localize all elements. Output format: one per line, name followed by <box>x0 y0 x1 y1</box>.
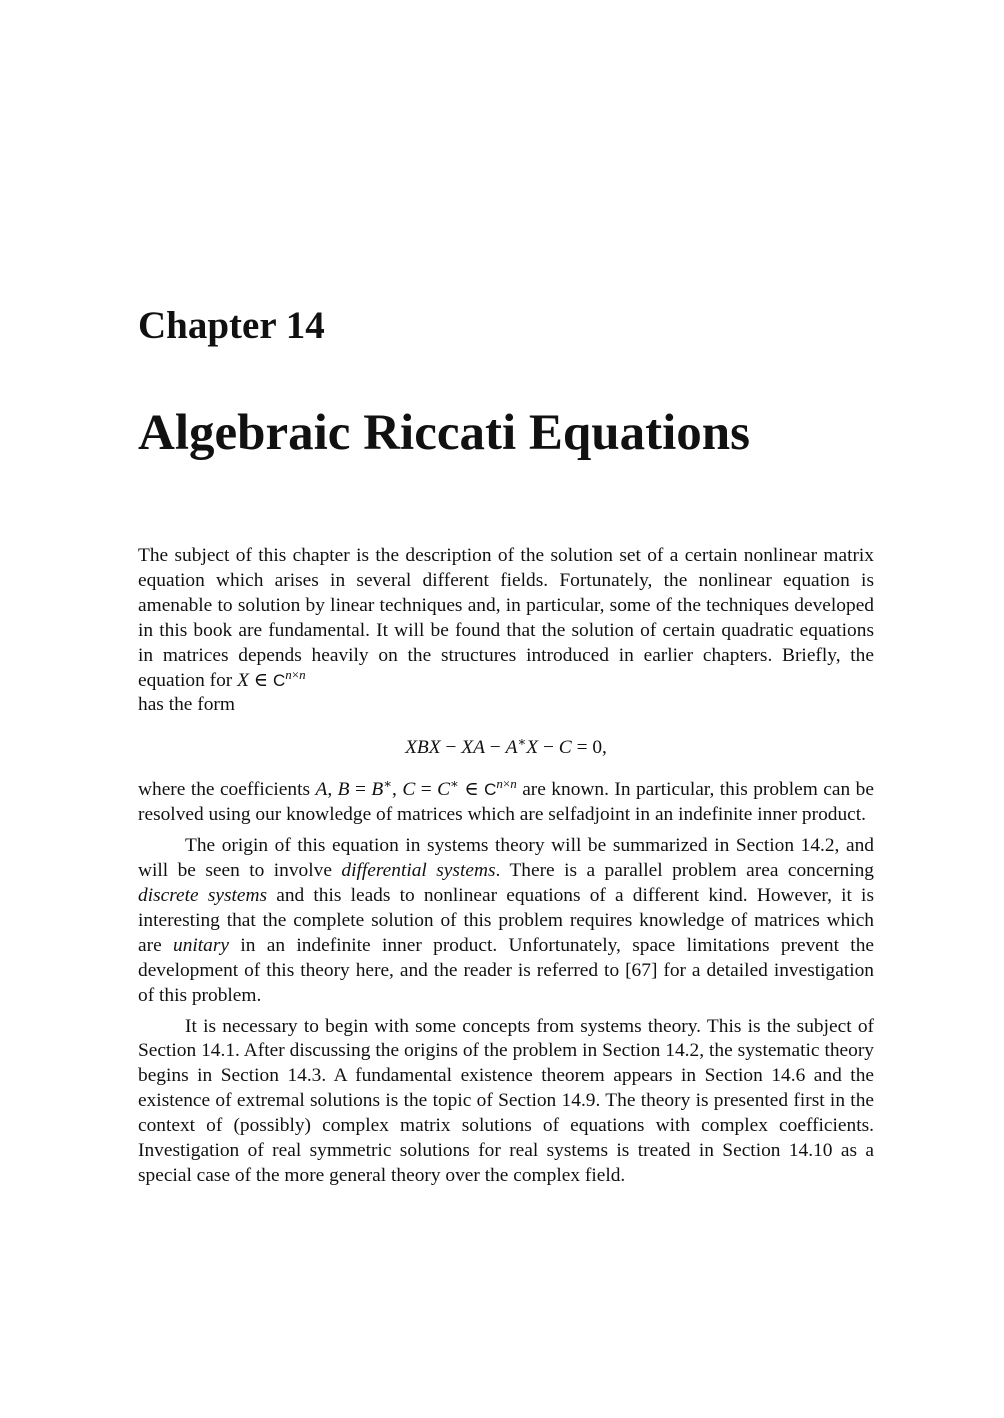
chapter-number: Chapter 14 <box>138 304 325 347</box>
paragraph-3-part-a: The origin of this equation in systems theory will be summarized in Section 14.2, and will be seen to involve <box>138 835 874 882</box>
term-differential-systems: differential systems <box>341 860 496 882</box>
paragraph-3 <box>138 834 874 1008</box>
book-page <box>138 0 874 1418</box>
paragraph-2-lead: where the coefficients <box>138 779 316 801</box>
paragraph-3-part-d: in an indefinite inner product. Unfortunately, space limitations prevent the development of this theory here, and the reader is referred to [67] for a detailed investigation of this problem. <box>138 934 874 1006</box>
inline-math-x-in-cnn: X ∈ $C^{n\times n}$ <box>237 666 306 691</box>
paragraph-4: It is necessary to begin with some concepts from systems theory. This is the subject of Section 14.1. After discussing the origins of the problem in Section 14.2, the systematic theory begins in Section 14.3. A fundamental existence theorem appears in Section 14.6 and the existence of extremal solutions is the topic of Section 14.9. The theory is presented first in the context of (possibly) complex matrix solutions of equations with complex coefficients. Investigation of real symmetric solutions for real systems is treated in Section 14.10 as a special case of the more general theory over the complex field. <box>138 1015 874 1186</box>
paragraph-3-part-b: . There is a parallel problem area concerning <box>495 860 875 882</box>
chapter-introduction <box>138 544 874 1189</box>
paragraph-3-part-c: and this leads to nonlinear equations of a different kind. However, it is interesting that the complete solution of this problem requires knowledge of matrices which are <box>138 884 874 956</box>
term-unitary: unitary <box>173 934 230 956</box>
paragraph-1 <box>138 544 874 718</box>
term-discrete-systems: discrete systems <box>138 884 268 906</box>
paragraph-1-text: The subject of this chapter is the description of the solution set of a certain nonlinear matrix equation which arises in several different fields. Fortunately, the nonlinear equation is amenable to solution by linear techniques and, in particular, some of the techniques developed in this book are fundamental. It will be found that the solution of certain quadratic equations in matrices depends heavily on the structures introduced in earlier chapters. Briefly, the equation for <box>138 545 874 691</box>
paragraph-2-tail: are known. In particular, this problem can be resolved using our knowledge of matrices which are selfadjoint in an indefinite inner product. <box>138 779 874 826</box>
riccati-equation: XBX − XA − A∗X − C = 0, <box>405 734 607 759</box>
chapter-title: Algebraic Riccati Equations <box>138 405 750 461</box>
paragraph-2 <box>138 778 874 828</box>
paragraph-1-tail: has the form <box>138 694 235 716</box>
inline-math-coefficients: A, B = B∗, C = C∗ ∈ $C^{n\times n}$ <box>315 776 517 801</box>
